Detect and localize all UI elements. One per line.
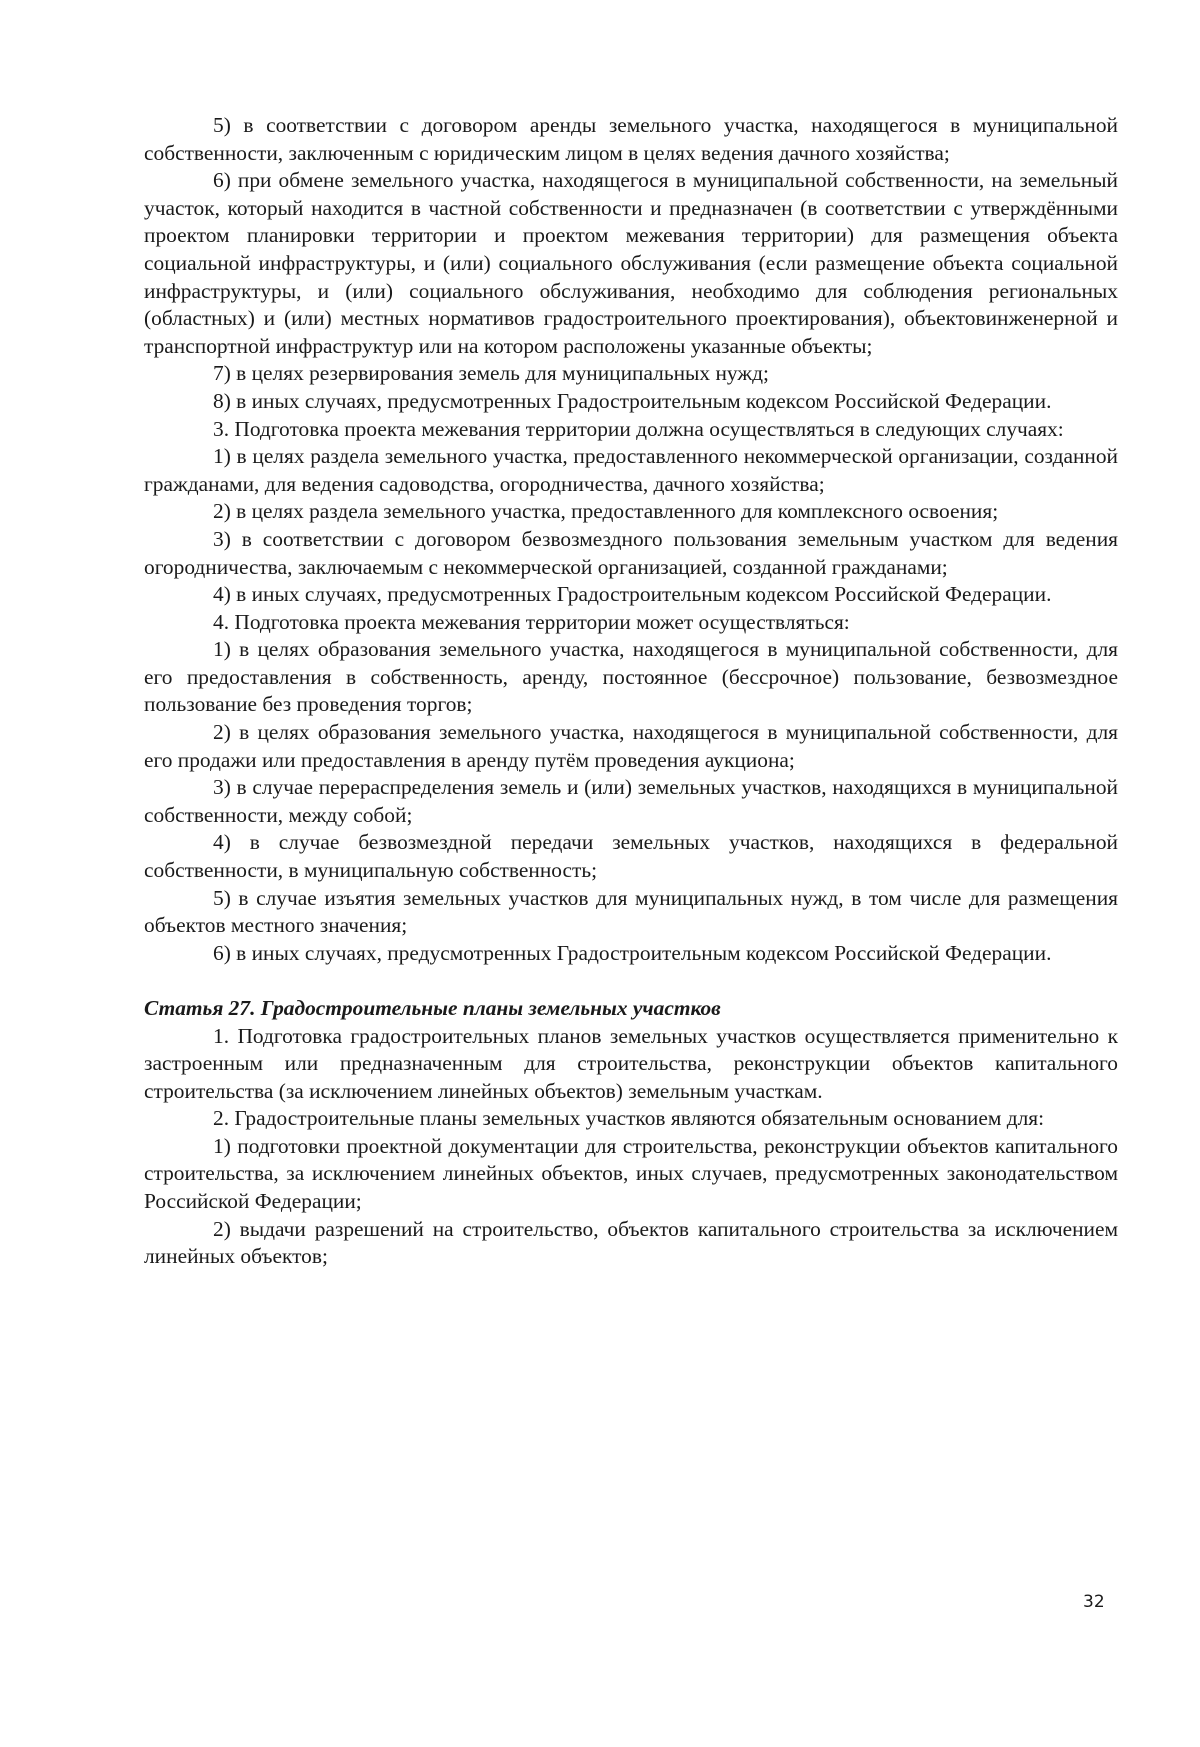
paragraph-item-6-land-exchange: 6) при обмене земельного участка, находящегося в муниципальной собственности, на земельный участок, который находится в частной собственности и предназначен (в соответствии с утверждёнными проектом планировки территории и проектом межевания территории) для размещения объекта социальной инфраструктуры, и (или) социального обслуживания (если размещение объекта социальной инфраструктуры, и (или) социального обслуживания, необходимо для соблюдения региональных (областных) и (или) местных нормативов градостроительного проектирования), объектовинженерной и транспортной инфраструктур или на котором расположены указанные объекты;: [144, 168, 1118, 358]
paragraph-section-4: 4. Подготовка проекта межевания территории может осуществляться:: [213, 609, 850, 634]
document-body: [144, 112, 1118, 1271]
paragraph-section-4-item-4: 4) в случае безвозмездной передачи земельных участков, находящихся в федеральной собственности, в муниципальную собственность;: [144, 830, 1118, 883]
paragraph-section-3-item-1: 1) в целях раздела земельного участка, предоставленного некоммерческой организации, созданной гражданами, для ведения садоводства, огородничества, дачного хозяйства;: [144, 444, 1118, 496]
paragraph-item-8-other-cases: 8) в иных случаях, предусмотренных Градостроительным кодексом Российской Федерации.: [213, 388, 1052, 413]
article-27-item-2: 2) выдачи разрешений на строительство, объектов капитального строительства за исключением линейных объектов;: [144, 1216, 1118, 1269]
article-27-heading: Статья 27. Градостроительные планы земельных участков: [144, 995, 721, 1020]
article-27-paragraph-2: 2. Градостроительные планы земельных участков являются обязательным основанием для:: [213, 1106, 1045, 1131]
paragraph-section-4-item-2: 2) в целях образования земельного участка, находящегося в муниципальной собственности, для его продажи или предоставления в аренду путём проведения аукциона;: [144, 720, 1118, 772]
paragraph-section-4-item-1: 1) в целях образования земельного участка, находящегося в муниципальной собственности, для его предоставления в собственность, аренду, постоянное (бессрочное) пользование, безвозмездное пользование без проведения торгов;: [144, 637, 1118, 717]
paragraph-section-3-item-4: 4) в иных случаях, предусмотренных Градостроительным кодексом Российской Федерации.: [213, 582, 1052, 607]
article-27-item-1: 1) подготовки проектной документации для строительства, реконструкции объектов капитального строительства, за исключением линейных объектов, иных случаев, предусмотренных законодательством Российской Федерации;: [144, 1133, 1118, 1214]
paragraph-item-5-dacha-lease: 5) в соответствии с договором аренды земельного участка, находящегося в муниципальной собственности, заключенным с юридическим лицом в целях ведения дачного хозяйства;: [144, 113, 1118, 165]
paragraph-section-4-item-3: 3) в случае перераспределения земель и (или) земельных участков, находящихся в муниципальной собственности, между собой;: [144, 775, 1118, 827]
paragraph-section-4-item-5: 5) в случае изъятия земельных участков для муниципальных нужд, в том числе для размещения объектов местного значения;: [144, 885, 1118, 938]
article-27-paragraph-1: 1. Подготовка градостроительных планов земельных участков осуществляется применительно к застроенным или предназначенным для строительства, реконструкции объектов капитального строительства (за исключением линейных объектов) земельным участкам.: [144, 1023, 1118, 1103]
section-spacer: [144, 967, 1118, 995]
paragraph-section-3-item-2: 2) в целях раздела земельного участка, предоставленного для комплексного освоения;: [213, 499, 999, 524]
page-number: 32: [1083, 1592, 1105, 1612]
paragraph-section-3-item-3: 3) в соответствии с договором безвозмездного пользования земельным участком для ведения огородничества, заключаемым с некоммерческой организацией, созданной гражданами;: [144, 526, 1118, 579]
paragraph-item-7-reservation: 7) в целях резервирования земель для муниципальных нужд;: [213, 361, 769, 386]
paragraph-section-3: 3. Подготовка проекта межевания территории должна осуществляться в следующих случаях:: [213, 416, 1064, 441]
paragraph-section-4-item-6: 6) в иных случаях, предусмотренных Градостроительным кодексом Российской Федерации.: [213, 940, 1052, 965]
